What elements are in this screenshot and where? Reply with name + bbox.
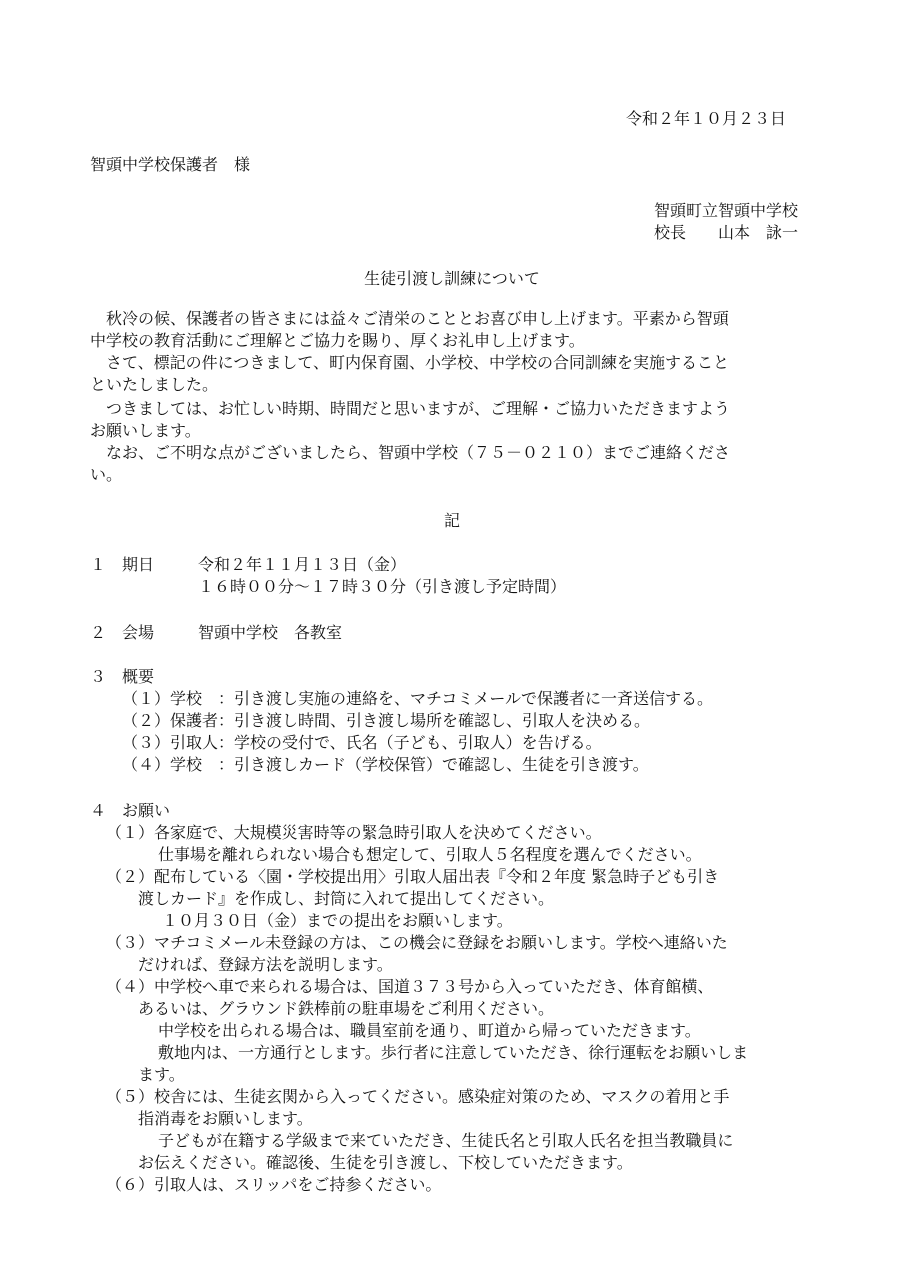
request-line: あるいは、グラウンド鉄棒前の駐車場をご利用ください。 <box>138 999 555 1018</box>
body-line: い。 <box>90 465 123 484</box>
request-line: （１）各家庭で、大規模災害時等の緊急時引取人を決めてください。 <box>106 823 602 842</box>
overview-item: （３）引取人：学校の受付で、氏名（子ども、引取人）を告げる。 <box>122 733 602 752</box>
section-heading: ３ 概要 <box>90 667 155 686</box>
section-heading: ４ お願い <box>90 801 171 820</box>
letter-title: 生徒引渡し訓練について <box>364 269 540 288</box>
sender-school: 智頭町立智頭中学校 <box>654 201 799 220</box>
body-line: さて、標記の件につきまして、町内保育園、小学校、中学校の合同訓練を実施すること <box>106 353 730 372</box>
body-line: 秋冷の候、保護者の皆さまには益々ご清栄のこととお喜び申し上げます。平素から智頭 <box>106 309 729 328</box>
body-line: お願いします。 <box>90 421 201 440</box>
request-line: 渡しカード』を作成し、封筒に入れて提出してください。 <box>138 889 555 908</box>
request-line: 子どもが在籍する学級まで来ていただき、生徒氏名と引取人氏名を担当教職員に <box>158 1131 734 1150</box>
body-line: なお、ご不明な点がございましたら、智頭中学校（７５－０２１０）までご連絡くださ <box>106 443 731 462</box>
ki-heading: 記 <box>443 511 460 530</box>
request-line: （３）マチコミメール未登録の方は、この機会に登録をお願いします。学校へ連絡いた <box>106 933 728 952</box>
request-line: お伝えください。確認後、生徒を引き渡し、下校していただきます。 <box>138 1153 633 1172</box>
request-line: （２）配布している〈園・学校提出用〉引取人届出表『令和２年度 緊急時子ども引き <box>106 867 720 886</box>
request-line: だければ、登録方法を説明します。 <box>138 955 393 974</box>
addressee: 智頭中学校保護者 様 <box>90 155 251 174</box>
letter-date: 令和２年１０月２３日 <box>626 109 787 128</box>
request-line: （４）中学校へ車で来られる場合は、国道３７３号から入っていただき、体育館横、 <box>106 977 714 996</box>
event-time: １６時００分～１７時３０分（引き渡し予定時間） <box>198 577 567 596</box>
overview-item: （４）学校 ：引き渡しカード（学校保管）で確認し、生徒を引き渡す。 <box>122 755 649 774</box>
overview-item: （２）保護者：引き渡し時間、引き渡し場所を確認し、引取人を決める。 <box>122 711 651 730</box>
event-date: 令和２年１１月１３日（金） <box>198 555 407 574</box>
body-line: つきましては、お忙しい時期、時間だと思いますが、ご理解・ご協力いただきますよう <box>106 399 731 418</box>
request-line: ます。 <box>138 1065 185 1084</box>
sender-principal: 校長 山本 詠一 <box>654 223 799 242</box>
body-line: 中学校の教育活動にご理解とご協力を賜り、厚くお礼申し上げます。 <box>90 331 585 350</box>
request-line: 中学校を出られる場合は、職員室前を通り、町道から帰っていただきます。 <box>158 1021 701 1040</box>
venue: 智頭中学校 各教室 <box>198 623 343 642</box>
request-line: １０月３０日（金）までの提出をお願いします。 <box>162 911 513 930</box>
request-line: （５）校舎には、生徒玄関から入ってください。感染症対策のため、マスクの着用と手 <box>106 1087 730 1106</box>
body-line: といたしました。 <box>90 375 219 394</box>
request-line: 敷地内は、一方通行とします。歩行者に注意していただき、徐行運転をお願いしま <box>158 1043 749 1062</box>
request-line: （６）引取人は、スリッパをご持参ください。 <box>106 1175 442 1194</box>
overview-item: （１）学校 ：引き渡し実施の連絡を、マチコミメールで保護者に一斉送信する。 <box>122 689 714 708</box>
section-heading: １ 期日 <box>90 555 155 574</box>
request-line: 仕事場を離れられない場合も想定して、引取人５名程度を選んでください。 <box>158 845 702 864</box>
section-heading: ２ 会場 <box>90 623 155 642</box>
request-line: 指消毒をお願いします。 <box>138 1109 313 1128</box>
